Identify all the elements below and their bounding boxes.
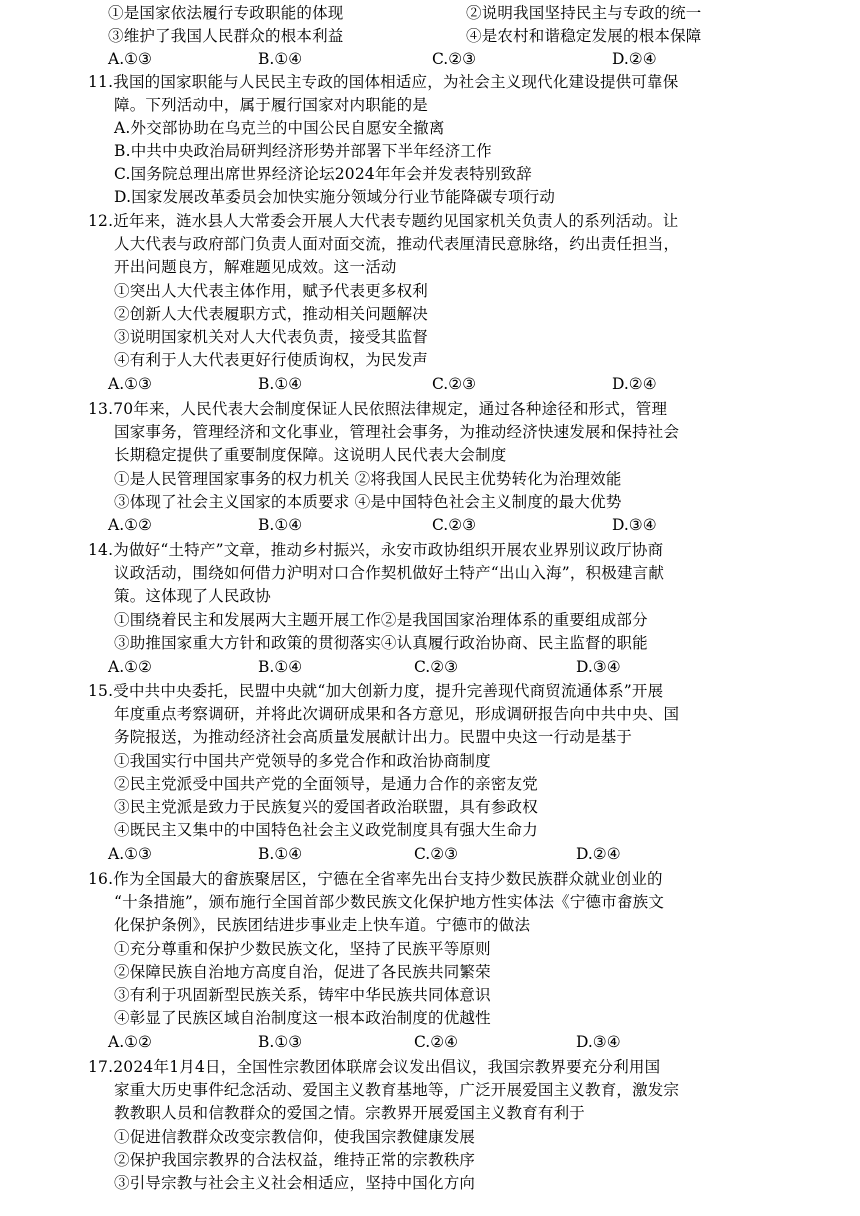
q11-option-b: B.中共中央政治局研判经济形势并部署下半年经济工作 — [114, 142, 492, 160]
q16-choice-c: C.②④ — [414, 1033, 459, 1051]
q17-stem-line-3: 教教职人员和信教群众的爱国之情。宗教界开展爱国主义教育有利于 — [114, 1104, 586, 1122]
q13-choice-d: D.③④ — [612, 516, 657, 534]
q15-stem-line-3: 务院报送，为推动经济社会高质量发展献计出力。民盟中央这一行动是基于 — [114, 728, 633, 746]
q11-stem-line-2: 障。下列活动中，属于履行国家对内职能的是 — [114, 96, 429, 114]
q10-option-2: ②说明我国坚持民主与专政的统一 — [466, 4, 702, 22]
q14-stem-line-3: 策。这体现了人民政协 — [114, 587, 272, 605]
q16-stem-line-3: 化保护条例》，民族团结进步事业走上快车道。宁德市的做法 — [114, 916, 531, 934]
q12-choice-d: D.②④ — [612, 375, 657, 393]
q17-stem-line-1: 17.2024年1月4日，全国性宗教团体联席会议发出倡议，我国宗教界要充分利用国 — [88, 1058, 661, 1076]
q14-choice-a: A.①② — [108, 658, 152, 676]
q14-stem-line-1: 14.为做好“土特产”文章，推动乡村振兴，永安市政协组织开展农业界别议政厅协商 — [88, 541, 664, 559]
q15-choice-a: A.①③ — [108, 845, 152, 863]
q10-choice-b: B.①④ — [258, 50, 303, 68]
q17-item-2: ②保护我国宗教界的合法权益，维持正常的宗教秩序 — [114, 1151, 476, 1169]
q16-stem-line-1: 16.作为全国最大的畲族聚居区，宁德在全省率先出台支持少数民族群众就业创业的 — [88, 870, 663, 888]
q16-item-4: ④彰显了民族区域自治制度这一根本政治制度的优越性 — [114, 1009, 491, 1027]
q16-item-1: ①充分尊重和保护少数民族文化，坚持了民族平等原则 — [114, 940, 491, 958]
q11-option-c: C.国务院总理出席世界经济论坛2024年年会并发表特别致辞 — [114, 165, 532, 183]
q12-stem-line-2: 人大代表与政府部门负责人面对面交流，推动代表厘清民意脉络，约出责任担当， — [114, 235, 680, 253]
q10-choice-c: C.②③ — [432, 50, 477, 68]
q16-stem-line-2: “十条措施”，颁布施行全国首部少数民族文化保护地方性实体法《宁德市畲族文 — [114, 893, 665, 911]
q10-option-4: ④是农村和谐稳定发展的根本保障 — [466, 27, 702, 45]
q10-option-1: ①是国家依法履行专政职能的体现 — [108, 4, 344, 22]
q12-item-1: ①突出人大代表主体作用，赋予代表更多权利 — [114, 282, 429, 300]
q16-item-3: ③有利于巩固新型民族关系，铸牢中华民族共同体意识 — [114, 986, 491, 1004]
q13-items-line-2: ③体现了社会主义国家的本质要求 ④是中国特色社会主义制度的最大优势 — [114, 493, 622, 511]
q14-items-line-1: ①围绕着民主和发展两大主题开展工作②是我国国家治理体系的重要组成部分 — [114, 611, 648, 629]
q11-option-d: D.国家发展改革委员会加快实施分领域分行业节能降碳专项行动 — [114, 188, 556, 206]
q12-choice-c: C.②③ — [432, 375, 477, 393]
q13-choice-b: B.①④ — [258, 516, 303, 534]
q16-choice-b: B.①③ — [258, 1033, 303, 1051]
q17-stem-line-2: 家重大历史事件纪念活动、爱国主义教育基地等，广泛开展爱国主义教育，激发宗 — [114, 1081, 680, 1099]
q16-choice-d: D.③④ — [576, 1033, 621, 1051]
q15-item-1: ①我国实行中国共产党领导的多党合作和政治协商制度 — [114, 752, 491, 770]
q13-stem-line-2: 国家事务，管理经济和文化事业，管理社会事务，为推动经济快速发展和保持社会 — [114, 423, 680, 441]
q14-items-line-2: ③助推国家重大方针和政策的贯彻落实④认真履行政治协商、民主监督的职能 — [114, 634, 648, 652]
q14-stem-line-2: 议政活动，围绕如何借力沪明对口合作契机做好土特产“出山入海”，积极建言献 — [114, 564, 665, 582]
q12-item-3: ③说明国家机关对人大代表负责，接受其监督 — [114, 328, 429, 346]
q12-item-4: ④有利于人大代表更好行使质询权，为民发声 — [114, 351, 429, 369]
q12-choice-b: B.①④ — [258, 375, 303, 393]
q13-stem-line-1: 13.70年来，人民代表大会制度保证人民依照法律规定，通过各种途径和形式，管理 — [88, 400, 668, 418]
q16-choice-a: A.①② — [108, 1033, 152, 1051]
q13-stem-line-3: 长期稳定提供了重要制度保障。这说明人民代表大会制度 — [114, 446, 507, 464]
q15-choice-d: D.②④ — [576, 845, 621, 863]
q10-choice-a: A.①③ — [108, 50, 152, 68]
q12-stem-line-1: 12.近年来，涟水县人大常委会开展人大代表专题约见国家机关负责人的系列活动。让 — [88, 212, 679, 230]
q10-option-3: ③维护了我国人民群众的根本利益 — [108, 27, 344, 45]
q12-stem-line-3: 开出问题良方，解难题见成效。这一活动 — [114, 258, 397, 276]
q17-item-1: ①促进信教群众改变宗教信仰，使我国宗教健康发展 — [114, 1128, 476, 1146]
q14-choice-c: C.②③ — [414, 658, 459, 676]
q12-item-2: ②创新人大代表履职方式，推动相关问题解决 — [114, 305, 429, 323]
q13-choice-a: A.①② — [108, 516, 152, 534]
q15-choice-b: B.①④ — [258, 845, 303, 863]
q15-item-2: ②民主党派受中国共产党的全面领导，是通力合作的亲密友党 — [114, 775, 538, 793]
q13-items-line-1: ①是人民管理国家事务的权力机关 ②将我国人民民主优势转化为治理效能 — [114, 470, 622, 488]
q15-choice-c: C.②③ — [414, 845, 459, 863]
q15-stem-line-2: 年度重点考察调研，并将此次调研成果和各方意见，形成调研报告向中共中央、国 — [114, 705, 680, 723]
q16-item-2: ②保障民族自治地方高度自治，促进了各民族共同繁荣 — [114, 963, 491, 981]
q12-choice-a: A.①③ — [108, 375, 152, 393]
q15-stem-line-1: 15.受中共中央委托，民盟中央就“加大创新力度，提升完善现代商贸流通体系”开展 — [88, 682, 664, 700]
q17-item-3: ③引导宗教与社会主义社会相适应，坚持中国化方向 — [114, 1174, 476, 1192]
q10-choice-d: D.②④ — [612, 50, 657, 68]
q13-choice-c: C.②③ — [432, 516, 477, 534]
q14-choice-b: B.①④ — [258, 658, 303, 676]
q14-choice-d: D.③④ — [576, 658, 621, 676]
q15-item-3: ③民主党派是致力于民族复兴的爱国者政治联盟，具有参政权 — [114, 798, 538, 816]
q11-stem-line-1: 11.我国的国家职能与人民民主专政的国体相适应，为社会主义现代化建设提供可靠保 — [88, 73, 679, 91]
q15-item-4: ④既民主又集中的中国特色社会主义政党制度具有强大生命力 — [114, 821, 538, 839]
q11-option-a: A.外交部协助在乌克兰的中国公民自愿安全撤离 — [114, 119, 445, 137]
